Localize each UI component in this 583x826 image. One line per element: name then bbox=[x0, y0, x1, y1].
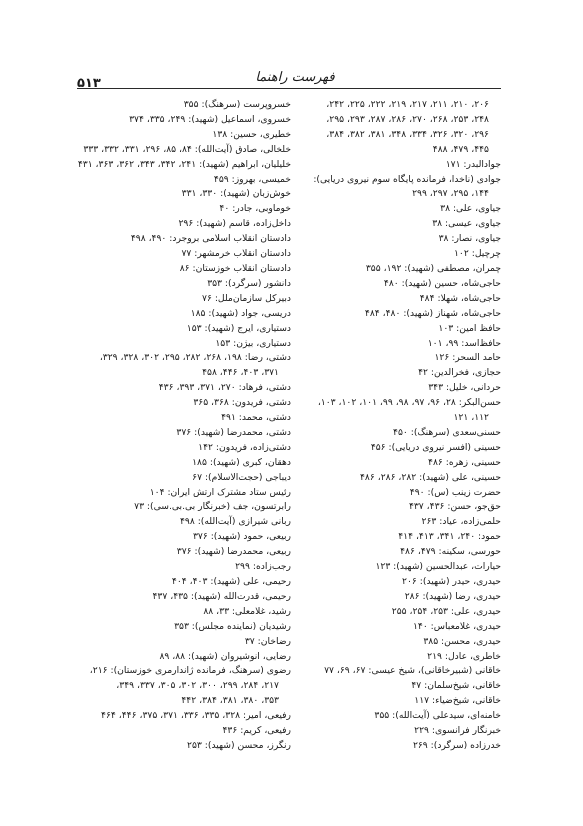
index-entry: دهقان، کبری (شهید): ۱۸۵ bbox=[192, 456, 291, 468]
index-entry: دشتی، محمدرضا (شهید): ۳۷۶ bbox=[176, 426, 291, 438]
index-entry: ربیعی، محمدرضا (شهید): ۳۷۶ bbox=[176, 546, 291, 558]
index-entry: دشتی، فرهاد: ۲۷۰، ۳۷۱، ۳۹۳، ۴۳۶ bbox=[158, 382, 291, 394]
index-entry: رنگرز، محسن (شهید): ۲۵۳ bbox=[187, 739, 291, 751]
index-entry: رشید، غلامعلی: ۳۳، ۸۸ bbox=[203, 605, 291, 617]
index-entry: جیاوی، نصار: ۳۸ bbox=[438, 233, 501, 245]
index-entry: جوادی (ناخدا، فرمانده پایگاه سوم نیروی دریایی): bbox=[313, 173, 501, 185]
index-entry: خوش‌زبان (شهید): ۳۳۰، ۳۳۱ bbox=[181, 188, 291, 200]
index-entry: حیدری، علی: ۲۵۳، ۲۵۴، ۲۵۵ bbox=[391, 605, 501, 617]
index-entry: جوادالبدر: ۱۷۱ bbox=[445, 158, 501, 170]
index-entry: رئیس ستاد مشترک ارتش ایران: ۱۰۴ bbox=[149, 486, 291, 498]
index-entry: رحیمی، قدرت‌الله (شهید): ۴۳۵، ۴۳۷ bbox=[152, 590, 291, 602]
index-entry: رجب‌زاده: ۲۹۹ bbox=[235, 561, 291, 573]
index-entry: حاجی‌شاه، حسین (شهید): ۴۸۰ bbox=[383, 277, 501, 289]
index-entry: خطیری، حسین: ۱۳۸ bbox=[212, 128, 291, 140]
index-entry: دشتی‌زاده، فریدون: ۱۴۲ bbox=[198, 441, 291, 453]
index-entry: رفیعی، امیر: ۳۲۸، ۳۳۵، ۳۳۶، ۳۷۱، ۳۷۵، ۴۴۶، ۴۶۴ bbox=[101, 710, 291, 722]
index-entry: جیاوی، عیسی: ۳۸ bbox=[432, 218, 501, 230]
index-entry: دادستان انقلاب خرمشهر: ۷۷ bbox=[181, 248, 291, 260]
index-entry: دبیرکل سازمان‌ملل: ۷۶ bbox=[202, 292, 291, 304]
index-entry: حیدری، رضا (شهید): ۲۸۶ bbox=[404, 590, 501, 602]
index-entry: حق‌جو، حسن: ۴۳۶، ۴۳۷ bbox=[408, 501, 501, 513]
index-entry: ربیعی، حمود (شهید): ۳۷۶ bbox=[192, 531, 291, 543]
index-entry: رابرتسون، جف (خبرنگار بی.بی.سی): ۷۳ bbox=[134, 501, 291, 513]
index-entry: حسینی، زهره: ۴۸۶ bbox=[428, 456, 501, 468]
index-entry: دشتی، فریدون: ۳۶۸، ۳۶۵ bbox=[193, 397, 291, 409]
index-entry: خاقانی، شیخ‌ضیاء: ۱۱۷ bbox=[414, 695, 501, 707]
index-entry: ۳۷۱، ۴۰۳، ۴۴۶، ۴۵۸ bbox=[202, 367, 279, 379]
index-entry: رضوی (سرهنگ، فرمانده ژاندارمری خوزستان): ۲۱۶، bbox=[89, 665, 291, 677]
index-entry: حامد السحر: ۱۲۶ bbox=[434, 352, 501, 364]
index-entry: ۲۰۶، ۲۱۰، ۲۱۱، ۲۱۷، ۲۱۹، ۲۲۲، ۲۲۵، ۲۴۲، bbox=[326, 99, 489, 110]
header-rule bbox=[77, 88, 501, 89]
index-entry: خبرنگار فرانسوی: ۲۲۹ bbox=[414, 725, 501, 737]
index-entry: حردانی، خلیل: ۳۴۳ bbox=[428, 382, 501, 394]
index-entry: حیدری، حیدر (شهید): ۲۰۶ bbox=[402, 576, 501, 587]
index-entry: رشیدیان (نماینده مجلس): ۳۵۳ bbox=[174, 620, 291, 632]
index-entry: حسینی، علی (شهید): ۲۸۲، ۲۸۶، ۴۸۶ bbox=[360, 471, 501, 483]
index-entry: ۲۱۷، ۲۸۴، ۲۹۹، ۳۰۰، ۳۰۲، ۳۰۵، ۳۳۷، ۳۴۹، bbox=[116, 680, 279, 692]
index-entry: رضاخان: ۳۷ bbox=[244, 635, 291, 647]
index-entry: حسنی‌سعدی (سرهنگ): ۴۵۰ bbox=[393, 426, 501, 438]
index-entry: دشتی، محمد: ۴۹۱ bbox=[221, 412, 291, 424]
index-entry: حضرت زینب (س): ۴۹۰ bbox=[409, 486, 501, 498]
index-entry: دیباجی (حجت‌الاسلام): ۶۷ bbox=[192, 471, 291, 483]
index-entry: خدرزاده (سرگرد): ۲۶۹ bbox=[412, 739, 501, 751]
index-entry: حافظ امین: ۱۰۳ bbox=[438, 322, 501, 334]
index-entry: خاطری، عادل: ۲۱۹ bbox=[427, 650, 501, 662]
index-entry: خلخالی، صادق (آیت‌الله): ۸۴، ۸۵، ۲۹۶، ۳۳۱، ۳۳۲، ۳۳۳ bbox=[83, 143, 291, 155]
index-entry: ۳۵۳، ۳۸۰، ۳۸۱، ۳۸۴، ۴۴۲ bbox=[181, 695, 279, 707]
index-entry: حیارات، عبدالحسین (شهید): ۱۲۳ bbox=[375, 561, 501, 573]
index-column-right bbox=[287, 98, 501, 754]
index-entry: خاقانی، شیخ‌سلمان: ۴۷ bbox=[411, 680, 501, 692]
index-entry: خسروپرست (سرهنگ): ۳۵۵ bbox=[183, 99, 291, 110]
index-entry: دانشور (سرگرد): ۳۵۳ bbox=[207, 277, 291, 289]
index-entry: چرچیل: ۱۰۲ bbox=[454, 248, 501, 260]
index-entry: حیدری، محسن: ۳۸۵ bbox=[423, 635, 501, 647]
page-number: ۵۱۳ bbox=[77, 76, 101, 91]
index-entry: ۲۹۶، ۳۲۰، ۳۲۶، ۳۳۴، ۳۴۸، ۳۸۱، ۳۸۲، ۳۸۴، bbox=[326, 128, 489, 140]
index-entry: حافظ‌اسد: ۹۹، ۱۰۱ bbox=[427, 337, 501, 349]
index-entry: جیاوی، علی: ۳۸ bbox=[440, 203, 501, 215]
index-entry: خامنه‌ای، سیدعلی (آیت‌الله): ۳۵۵ bbox=[374, 710, 501, 722]
index-entry: دستیاری، ایرج (شهید): ۱۵۳ bbox=[186, 322, 291, 334]
index-entry: حورسی، سکینه: ۴۷۹، ۴۸۶ bbox=[400, 546, 501, 558]
index-entry: دادستان انقلاب اسلامی بروجرد: ۴۹۰، ۴۹۸ bbox=[130, 233, 291, 245]
index-entry: رفیعی، کریم: ۴۳۶ bbox=[222, 725, 291, 737]
index-entry: حمود: ۲۴۰، ۳۴۱، ۴۱۳، ۴۱۴ bbox=[398, 531, 501, 543]
index-entry: دادستان انقلاب خوزستان: ۸۶ bbox=[179, 262, 291, 274]
index-entry: داخل‌زاده، قاسم (شهید): ۲۹۶ bbox=[178, 218, 291, 230]
running-title: فهرست راهنما bbox=[255, 70, 335, 85]
index-entry: دستیاری، بیژن: ۱۵۳ bbox=[215, 337, 291, 349]
index-entry: خاقانی (شبیرخاقانی)، شیخ عیسی: ۶۷، ۶۹، ۷۷ bbox=[324, 665, 501, 677]
index-entry: حلمی‌زاده، عیاد: ۲۶۳ bbox=[421, 516, 501, 528]
index-entry: رحیمی، علی (شهید): ۴۰۳، ۴۰۴ bbox=[171, 576, 291, 587]
index-entry: دریسی، جواد (شهید): ۱۸۵ bbox=[190, 307, 291, 319]
index-entry: دشتی، رضا: ۱۹۸، ۲۶۸، ۲۸۲، ۲۹۵، ۳۰۲، ۳۲۸، ۳۲۹، bbox=[99, 352, 291, 364]
index-entry: حاجی‌شاه، شهلا: ۴۸۴ bbox=[419, 292, 501, 304]
index-entry: خوماوبی، جادر: ۴۰ bbox=[219, 203, 291, 215]
index-entry: ربانی شیرازی (آیت‌الله): ۴۹۸ bbox=[179, 516, 291, 528]
index-entry: ۲۴۸، ۲۵۳، ۲۶۸، ۲۷۰، ۲۸۶، ۲۸۷، ۲۹۳، ۲۹۵، bbox=[326, 113, 489, 125]
index-entry: خمیسی، بهروز: ۴۵۹ bbox=[213, 173, 291, 185]
index-column-left bbox=[77, 98, 291, 754]
index-entry: خسروی، اسماعیل (شهید): ۲۴۹، ۳۳۵، ۳۷۴ bbox=[129, 113, 291, 125]
index-entry: ۴۴۵، ۴۷۹، ۴۸۸ bbox=[432, 143, 489, 155]
index-entry: حاجی‌شاه، شهناز (شهید): ۴۸۰، ۴۸۴ bbox=[364, 307, 501, 319]
index-entry: حسینی (افسر نیروی دریایی): ۴۵۶ bbox=[370, 441, 501, 453]
index-entry: حیدری، غلامعباس: ۱۴۰ bbox=[412, 620, 501, 632]
index-entry: چمران، مصطفی (شهید): ۱۹۲، ۳۵۵ bbox=[365, 262, 501, 274]
index-entry: حجازی، فخرالدین: ۴۲ bbox=[418, 367, 501, 379]
index-entry: ۱۱۲، ۱۲۱ bbox=[453, 412, 489, 424]
index-entry: ۱۴۴، ۲۹۵، ۲۹۷، ۲۹۹ bbox=[412, 188, 489, 200]
index-entry: حسن‌البکر: ۲۸، ۹۶، ۹۷، ۹۸، ۹۹، ۱۰۱، ۱۰۲، ۱۰۳، bbox=[317, 397, 501, 409]
index-entry: خلیلیان، ابراهیم (شهید): ۲۴۱، ۳۴۲، ۳۴۳، ۳۶۲، ۳۶۳، ۴۳۱ bbox=[77, 158, 291, 170]
index-entry: رضایی، انوشیروان (شهید): ۸۸، ۸۹ bbox=[159, 650, 291, 662]
